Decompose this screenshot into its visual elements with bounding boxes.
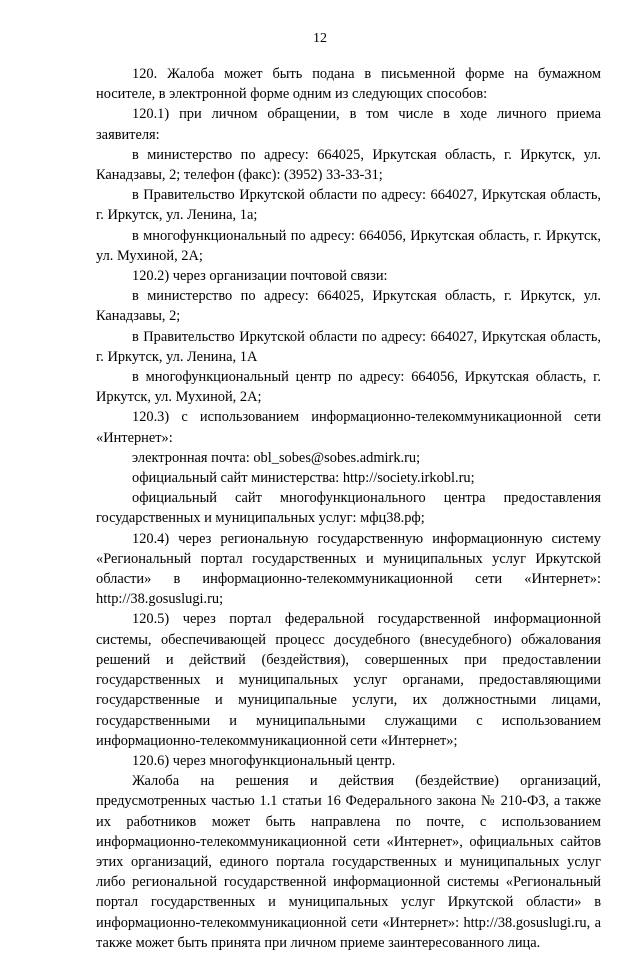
paragraph-120-6: 120.6) через многофункциональный центр. <box>132 752 396 769</box>
document-body <box>96 64 601 953</box>
paragraph-120-3-email: электронная почта: obl_sobes@sobes.admirk.ru; <box>132 449 421 466</box>
paragraph-120-3-ministry-site: официальный сайт министерства: http://society.irkobl.ru; <box>132 470 475 487</box>
page-number: 12 <box>313 31 327 46</box>
paragraph-120-1: 120.1) при личном обращении, в том числе в ходе личного приема заявителя: <box>96 106 601 143</box>
paragraph-120-3: 120.3) с использованием информационно-телекоммуникационной сети «Интернет»: <box>96 409 601 446</box>
paragraph-120-2-ministry: в министерство по адресу: 664025, Иркутская область, г. Иркутск, ул. Канадзавы, 2; <box>96 288 601 325</box>
paragraph-120: 120. Жалоба может быть подана в письменной форме на бумажном носителе, в электронной форме одним из следующих способов: <box>96 66 601 103</box>
paragraph-120-2: 120.2) через организации почтовой связи: <box>132 268 388 285</box>
paragraph-120-1-mfc: в многофункциональный по адресу: 664056, Иркутская область, г. Иркутск, ул. Мухиной, 2А; <box>96 227 601 264</box>
paragraph-120-3-mfc-site: официальный сайт многофункционального центра предоставления государственных и муниципальных услуг: мфц38.рф; <box>96 490 601 527</box>
paragraph-120-1-government: в Правительство Иркутской области по адресу: 664027, Иркутская область, г. Иркутск, ул. Ленина, 1а; <box>96 187 601 224</box>
paragraph-complaint-organizations: Жалоба на решения и действия (бездействие) организаций, предусмотренных частью 1.1 статьи 16 Федерального закона № 210-ФЗ, а также их работников может быть направлена по почте, с использованием информационно-телекоммуникационной сети «Интернет», официальных сайтов этих организаций, единого портала государственных и муниципальных услуг либо региональной государственной информационной системы «Региональный портал государственных и муниципальных услуг Иркутской области» в информационно-телекоммуникационной сети «Интернет»: http://38.gosuslugi.ru, а также может быть принята при личном приеме заинтересованного лица. <box>96 773 601 951</box>
paragraph-120-5: 120.5) через портал федеральной государственной информационной системы, обеспечивающей процесс досудебного (внесудебного) обжалования решений и действий (бездействия), совершенных при предоставлении государственных и муниципальных услуг органами, предоставляющими государственные и муниципальные услуги, их должностными лицами, государственными и муниципальными служащими с использованием информационно-телекоммуникационной сети «Интернет»; <box>96 611 601 749</box>
paragraph-120-2-mfc: в многофункциональный центр по адресу: 664056, Иркутская область, г. Иркутск, ул. Мухиной, 2А; <box>96 369 601 406</box>
paragraph-120-2-government: в Правительство Иркутской области по адресу: 664027, Иркутская область, г. Иркутск, ул. Ленина, 1А <box>96 328 601 365</box>
paragraph-120-1-ministry: в министерство по адресу: 664025, Иркутская область, г. Иркутск, ул. Канадзавы, 2; телефон (факс): (3952) 33-33-31; <box>96 146 601 184</box>
paragraph-120-4: 120.4) через региональную государственную информационную систему «Региональный портал государственных и муниципальных услуг Иркутской области» в информационно-телекоммуникационной сети «Интернет»: http://38.gosuslugi.ru; <box>96 530 601 608</box>
